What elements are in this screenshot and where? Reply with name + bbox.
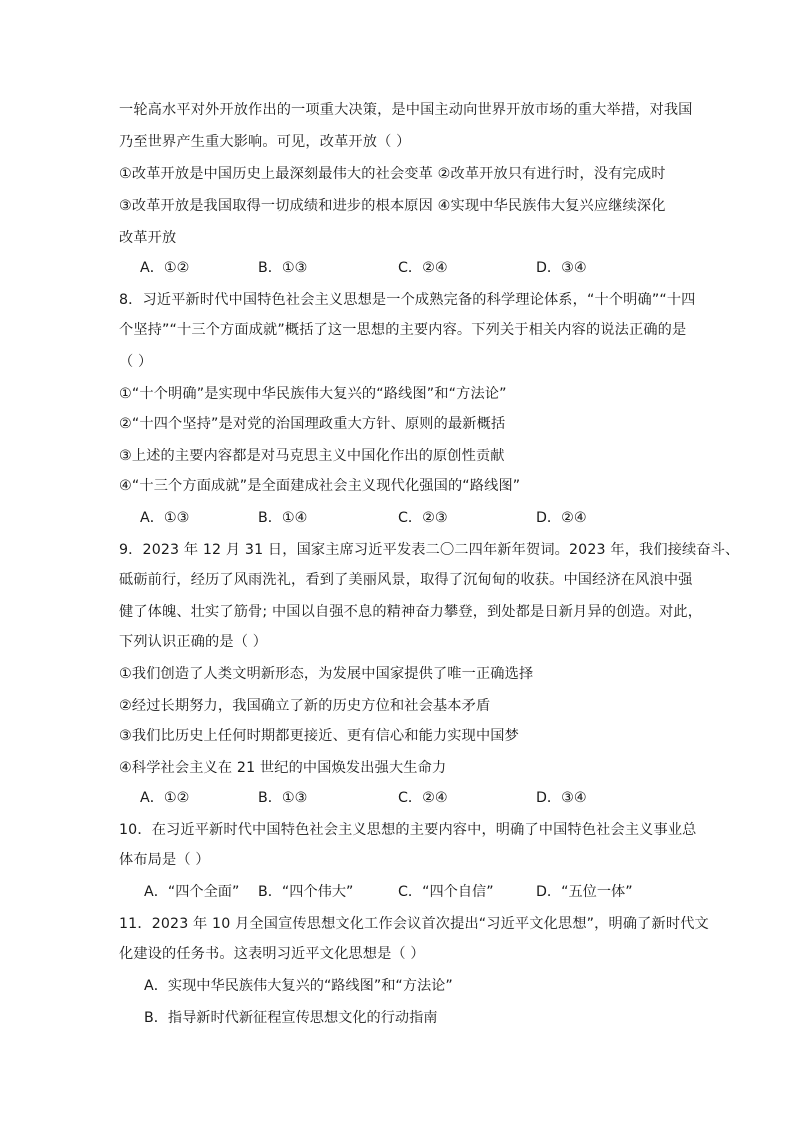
q9-option-c: C．②④ (398, 790, 448, 806)
q8-statement-2: ②“十四个坚持”是对党的治国理政重大方针、原则的最新概括 (119, 416, 506, 432)
q9-option-a: A．①② (140, 790, 190, 806)
q7-option-a: A．①② (140, 260, 190, 276)
q7-option-c: C．②④ (398, 260, 448, 276)
q8-option-a: A．①③ (140, 510, 190, 526)
q9-statement-4: ④科学社会主义在 21 世纪的中国焕发出强大生命力 (119, 760, 447, 776)
q9-statement-2: ②经过长期努力，我国确立了新的历史方位和社会基本矛盾 (119, 698, 491, 714)
q7-stem-line-2: 乃至世界产生重大影响。可见，改革开放（ ） (119, 134, 411, 150)
q11-option-a: A．实现中华民族伟大复兴的“路线图”和“方法论” (144, 978, 453, 994)
q7-statements-line-2: ③改革开放是我国取得一切成绩和进步的根本原因 ④实现中华民族伟大复兴应继续深化 (119, 198, 666, 214)
q7-option-b: B．①③ (258, 260, 308, 276)
q10-option-d: D．“五位一体” (536, 884, 633, 900)
q10-option-b: B．“四个伟大” (258, 884, 354, 900)
q8-statement-4: ④“十三个方面成就”是全面建成社会主义现代化强国的“路线图” (119, 478, 521, 494)
q9-stem-line-3: 健了体魄、壮实了筋骨; 中国以自强不息的精神奋力攀登，到处都是日新月异的创造。对此， (119, 604, 703, 620)
q9-statement-3: ③我们比历史上任何时期都更接近、更有信心和能力实现中国梦 (119, 728, 519, 744)
q8-stem-line-1: 8．习近平新时代中国特色社会主义思想是一个成熟完备的科学理论体系，“十个明确”“十四 (119, 292, 696, 308)
q10-stem-line-2: 体布局是（ ） (119, 852, 210, 868)
q7-stem-line-1: 一轮高水平对外开放作出的一项重大决策，是中国主动向世界开放市场的重大举措，对我国 (119, 102, 693, 118)
q10-option-c: C．“四个自信” (398, 884, 494, 900)
q11-option-b: B．指导新时代新征程宣传思想文化的行动指南 (144, 1010, 438, 1026)
q10-option-a: A．“四个全面” (144, 884, 240, 900)
q9-option-b: B．①③ (258, 790, 308, 806)
q10-stem-line-1: 10．在习近平新时代中国特色社会主义思想的主要内容中，明确了中国特色社会主义事业总 (119, 822, 697, 838)
q9-stem-line-2: 砥砺前行，经历了风雨洗礼，看到了美丽风景，取得了沉甸甸的收获。中国经济在风浪中强 (119, 572, 693, 588)
q9-statement-1: ①我们创造了人类文明新形态，为发展中国家提供了唯一正确选择 (119, 666, 534, 682)
q8-stem-line-2: 个坚持”“十三个方面成就”概括了这一思想的主要内容。下列关于相关内容的说法正确的是 (119, 322, 687, 338)
q7-statements-line-3: 改革开放 (119, 230, 177, 246)
q8-option-b: B．①④ (258, 510, 308, 526)
q7-statements-line-1: ①改革开放是中国历史上最深刻最伟大的社会变革 ②改革开放只有进行时，没有完成时 (119, 166, 666, 182)
q8-statement-1: ①“十个明确”是实现中华民族伟大复兴的“路线图”和“方法论” (119, 386, 507, 402)
q7-option-d: D．③④ (536, 260, 587, 276)
q8-statement-3: ③上述的主要内容都是对马克思主义中国化作出的原创性贡献 (119, 448, 505, 464)
q8-stem-line-3: （ ） (119, 354, 153, 370)
q8-option-d: D．②④ (536, 510, 587, 526)
q11-stem-line-1: 11．2023 年 10 月全国宣传思想文化工作会议首次提出“习近平文化思想”，明确了新时代文 (119, 916, 709, 932)
q9-option-d: D．③④ (536, 790, 587, 806)
q11-stem-line-2: 化建设的任务书。这表明习近平文化思想是（ ） (119, 946, 425, 962)
q9-stem-line-1: 9．2023 年 12 月 31 日，国家主席习近平发表二〇二四年新年贺词。2023 年，我们接续奋斗、 (119, 542, 740, 558)
q8-option-c: C．②③ (398, 510, 448, 526)
q9-stem-line-4: 下列认识正确的是（ ） (119, 634, 268, 650)
